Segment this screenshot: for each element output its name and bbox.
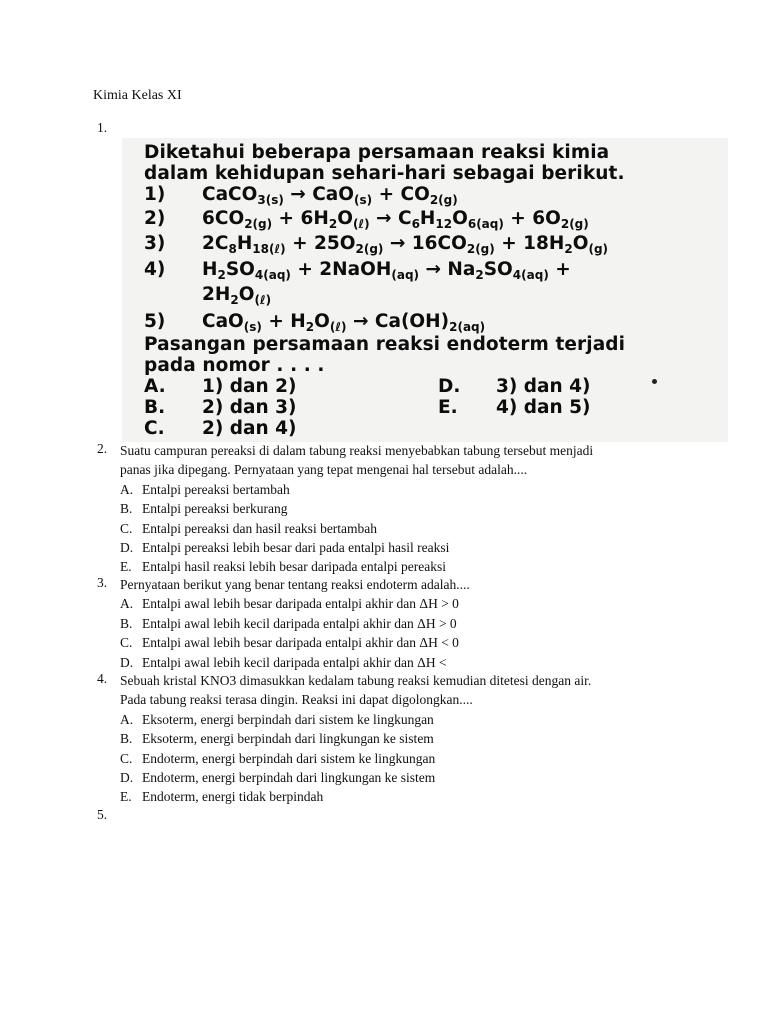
q1-eq-number: 4) [144, 259, 166, 280]
q4-option-a: A. Eksoterm, energi berpindah dari sistem ke lingkungan [120, 711, 434, 727]
q1-equation-5: $CaO_{(s)} + H_2O_{(\ell)} \to Ca(OH)_{2(aq)}$ [202, 311, 486, 334]
q3-option-c: C. Entalpi awal lebih besar daripada entalpi akhir dan ΔH < 0 [120, 635, 459, 651]
q3-option-d: D. Entalpi awal lebih kecil daripada entalpi akhir dan ΔH < [120, 654, 447, 670]
q2-option-b: B. Entalpi pereaksi berkurang [120, 501, 288, 517]
question-1-scanned-image [122, 138, 728, 442]
question-4 [120, 671, 591, 807]
q4-option-d: D. Endoterm, energi berpindah dari lingkungan ke sistem [120, 770, 436, 786]
q1-eq-number: 2) [144, 208, 166, 229]
q1-option-e: E. 4) dan 5) [438, 397, 591, 418]
q1-option-d: D. 3) dan 4) [438, 376, 591, 397]
q3-stem-line-1: Pernyataan berikut yang benar tentang reaksi endoterm adalah.... [120, 577, 470, 592]
question-3 [120, 575, 470, 672]
question-4-number: 4. [97, 671, 108, 686]
q1-equation-4-continued: $2H_2O_{(\ell)}$ [202, 284, 272, 307]
q2-stem-line-1: Suatu campuran pereaksi di dalam tabung reaksi menyebabkan tabung tersebut menjadi [120, 443, 594, 458]
q3-option-a: A. Entalpi awal lebih besar daripada entalpi akhir dan ΔH > 0 [120, 596, 459, 612]
q1-eq-number: 3) [144, 233, 166, 254]
q1-equation-4: $H_2SO_{4(aq)}$ + 2NaOH$_{(aq)}$ → $Na_2SO_{4(aq)}$ + [202, 259, 571, 282]
q1-intro-line-2: dalam kehidupan sehari-hari sebagai berikut. [144, 163, 625, 184]
question-5-number: 5. [97, 807, 108, 822]
question-3-number: 3. [97, 575, 108, 590]
q1-option-c: C. 2) dan 4) [144, 418, 297, 439]
q2-option-c: C. Entalpi pereaksi dan hasil reaksi bertambah [120, 520, 378, 536]
q1-equation-1: CaCO$_{3(s)}$ → $CaO_{(s)} + CO_{2(g)}$ [202, 184, 458, 207]
q1-intro-line-1: Diketahui beberapa persamaan reaksi kimia [144, 142, 610, 163]
q2-option-d: D. Entalpi pereaksi lebih besar dari pada entalpi hasil reaksi [120, 540, 450, 556]
q4-stem-line-2: Pada tabung reaksi terasa dingin. Reaksi ini dapat digolongkan.... [120, 692, 473, 708]
q4-option-c: C. Endoterm, energi berpindah dari sistem ke lingkungan [120, 750, 436, 766]
q1-equation-2: $6CO_{2(g)} + 6H_2O_{(\ell)} \to C_6H_{12}O_{6(aq)} + 6O_{2(g)}$ [202, 208, 589, 231]
q4-option-b: B. Eksoterm, energi berpindah dari lingkungan ke sistem [120, 731, 434, 747]
scan-speck [652, 379, 657, 384]
q1-option-a: A. 1) dan 2) [144, 376, 297, 397]
q2-stem-line-2: panas jika dipegang. Pernyataan yang tepat mengenai hal tersebut adalah.... [120, 462, 528, 478]
q1-question-line-2: pada nomor . . . . [144, 355, 325, 376]
question-2-number: 2. [97, 441, 108, 456]
q2-option-a: A. Entalpi pereaksi bertambah [120, 481, 290, 497]
document-title: Kimia Kelas XI [93, 88, 182, 103]
question-1-number: 1. [97, 120, 108, 135]
q4-option-e: E. Endoterm, energi tidak berpindah [120, 789, 324, 805]
q1-eq-number: 1) [144, 184, 166, 205]
q1-question-line-1: Pasangan persamaan reaksi endoterm terjadi [144, 334, 626, 355]
q1-eq-number: 5) [144, 311, 166, 332]
q2-option-e: E. Entalpi hasil reaksi lebih besar daripada entalpi pereaksi [120, 559, 447, 575]
q1-equation-3: $2C_8H_{18(\ell)} + 25O_{2(g)} \to 16CO_{2(g)} + 18H_2O_{(g)}$ [202, 233, 609, 256]
question-2 [120, 441, 593, 577]
q1-option-b: B. 2) dan 3) [144, 397, 297, 418]
q4-stem-line-1: Sebuah kristal KNO3 dimasukkan kedalam tabung reaksi kemudian ditetesi dengan air. [120, 673, 592, 688]
q3-option-b: B. Entalpi awal lebih kecil daripada entalpi akhir dan ΔH > 0 [120, 615, 457, 631]
